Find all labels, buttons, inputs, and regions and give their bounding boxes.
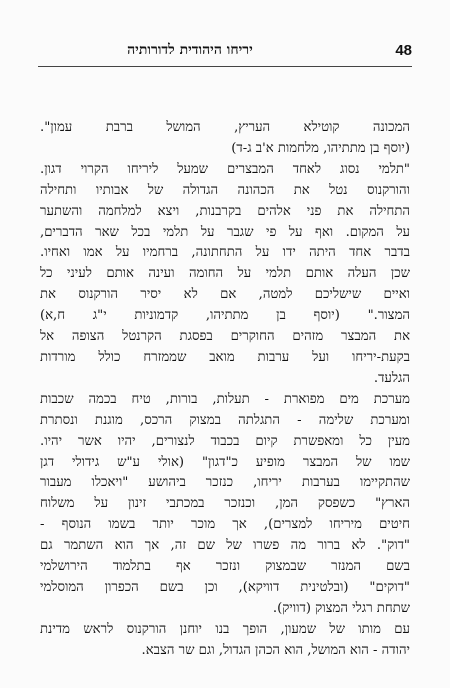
text-line: את המבצר מזהים החוקרים בפסגת הקרנטל הצופה אל (40, 329, 410, 345)
text-line: בקעת-יריחו ועל ערבות מואב שממזרח כולל מורדות (40, 349, 410, 365)
text-line: והורקנוס נטל את הכהונה הגדולה של אבותיו ותחילה (40, 182, 410, 198)
page-header (38, 38, 412, 67)
text-line: מעין כל ומאפשרת קיום בכבוד לנצורים, יהיו אשר יהיו. (40, 433, 410, 449)
text-line: המכונה קוטילא העריץ, המושל ברבת עמון". (40, 120, 410, 135)
text-line: שכן העלה אותם תלמי על החומה ועינה אותם לעיני כל (40, 266, 410, 282)
paragraph-ptolemy-quote (40, 160, 410, 390)
text-line: על המקום. ואף על פי שגבר על תלמי בכל שאר הדברים, (40, 224, 410, 240)
text-line: "תלמי נסוג לאחד המבצרים שמעל ליריחו הקרוי דגון. (40, 161, 410, 177)
paragraph-water-system (40, 390, 410, 620)
text-line: ואיים שישליכם למטה, אם לא יסיר הורקנוס את (40, 287, 410, 303)
text-line: בשם המנזר שבמצוק ונזכר אף בתלמוד הירושלמי (40, 559, 410, 575)
text-line: שתחת רגלי המצוק (דוויק). (272, 600, 410, 616)
text-line: המצור." (יוסף בן מתתיהו, קדמוניות י"ג ח,א) (40, 308, 410, 324)
text-line: "דוק". לא ברור מה פשרו של שם זה, אך הוא השתמר גם (40, 538, 410, 554)
text-line: יהודה - הוא המושל, הוא הכהן הגדול, וגם שר הצבא. (141, 642, 410, 658)
text-line: שמו של המבצר מופיע כ"דגון" (אולי ע"ש גידולי דגן (40, 454, 410, 470)
running-title: יריחו היהודית לדורותיה (127, 42, 253, 58)
page-number: 48 (395, 42, 412, 59)
text-line: התחילה את פני אלהים בקרבנות, ויצא למלחמה והשתער (40, 203, 410, 219)
text-line: חיטים מיריחו למצרים), אך מוכר יותר בשמו הנוסף - (40, 517, 410, 533)
text-line: ומערכת שלימה - התגלתה במצוק הרכס, מוגנת ונסתרת (40, 412, 410, 428)
text-line: הארץ" כשפסק המן, וכנזכר במכתבי זינון על משלוח (40, 496, 410, 512)
text-line: הגלעד. (373, 370, 410, 386)
text-line: "דוקים" (ובלטינית דוויקא), וכן בשם הכפרון המוסלמי (40, 579, 410, 595)
body-text (40, 118, 410, 662)
paragraph-quote-intro (40, 118, 410, 160)
text-line: (יוסף בן מתתיהו, מלחמות א'ב ג-ד) (231, 140, 410, 156)
text-line: בדבר אחד היתה ידו על התחתונה, ברחמיו על אמו ואחיו. (40, 245, 410, 261)
text-line: שהתקיימו בערבות יריחו, כנזכר ביהושע "ויאכלו מעבור (40, 475, 410, 491)
text-line: מערכת מים מפוארת - תעלות, בורות, טיח בכמה שכבות (40, 391, 410, 407)
paragraph-hyrcanus (40, 620, 410, 662)
text-line: עם מותו של שמעון, הופך בנו יוחנן הורקנוס לראש מדינת (40, 621, 410, 637)
